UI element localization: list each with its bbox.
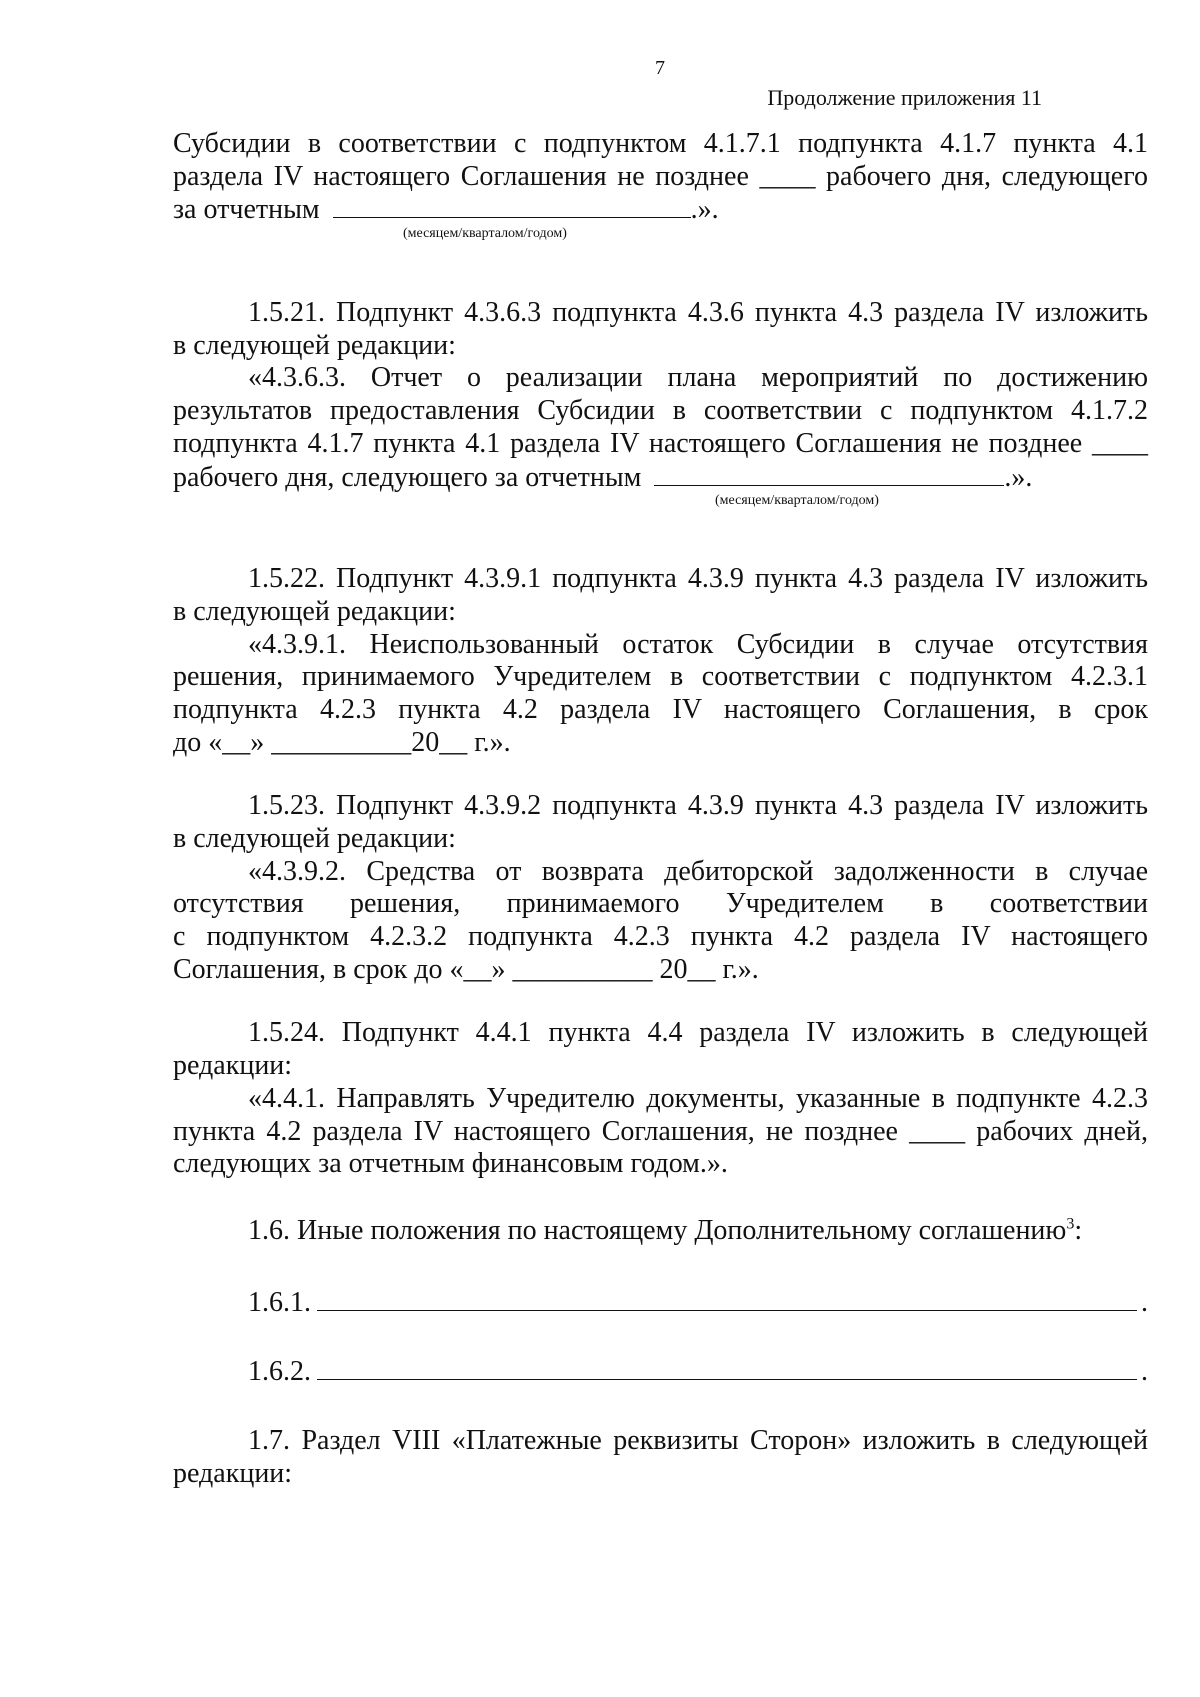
text-line: решения, принимаемого Учредителем в соответствии с подпунктом 4.2.3.1 [173,661,1148,693]
text-line: результатов предоставления Субсидии в соответствии с подпунктом 4.1.7.2 [173,395,1148,427]
text-line: редакции: [173,1457,293,1489]
fill-line [173,1286,1148,1319]
text-fragment: за отчетным [173,194,320,226]
section-heading: 1.5.22. Подпункт 4.3.9.1 подпункта 4.3.9 пункта 4.3 раздела IV изложить [248,563,1148,595]
blank-field [654,461,1004,486]
text-fragment: рабочего дня, следующего за отчетным [173,461,642,493]
text-line: «4.3.6.3. Отчет о реализации плана мероприятий по достижению [248,362,1148,394]
text-line: подпункта 4.1.7 пункта 4.1 раздела IV настоящего Соглашения не позднее ____ [173,427,1148,459]
text-line: в следующей редакции: [173,823,456,854]
document-body [173,128,1148,1490]
text-line: с подпунктом 4.2.3.2 подпункта 4.2.3 пункта 4.2 раздела IV настоящего [173,921,1148,953]
text-line: «4.3.9.1. Неиспользованный остаток Субсидии в случае отсутствия [248,628,1148,660]
text-fragment: .». [1004,461,1033,493]
text-line: «4.3.9.2. Средства от возврата дебиторской задолженности в случае [248,855,1148,887]
continuation-note: Продолжение приложения 11 [767,85,1042,110]
field-hint [173,493,1148,509]
text-line: до «__» __________20__ г.». [173,726,511,758]
item-label: 1.6.1. [248,1286,311,1318]
field-hint-text: (месяцем/кварталом/годом) [403,226,567,242]
text-line: следующих за отчетным финансовым годом.». [173,1148,728,1180]
text-line: раздела IV настоящего Соглашения не позднее ____ рабочего дня, следующего [173,160,1148,192]
blank-field [333,193,691,218]
fill-line [173,1355,1148,1388]
text-line: Соглашения, в срок до «__» __________ 20__ г.». [173,953,759,985]
footnote-marker: 3 [1066,1215,1075,1233]
text-line: «4.4.1. Направлять Учредителю документы, указанные в подпункте 4.2.3 [248,1082,1148,1114]
text-line: редакции: [173,1050,293,1082]
text-line: пункта 4.2 раздела IV настоящего Соглашения, не позднее ____ рабочих дней, [173,1115,1148,1147]
page-number: 7 [655,57,665,79]
blank-field [317,1355,1137,1380]
field-hint [173,226,1148,242]
text-fragment: 1.6. Иные положения по настоящему Дополнительному соглашению [248,1214,1067,1246]
section-heading: 1.5.24. Подпункт 4.4.1 пункта 4.4 раздела IV изложить в следующей [248,1017,1148,1049]
text-line: подпункта 4.2.3 пункта 4.2 раздела IV настоящего Соглашения, в срок [173,693,1148,725]
section-heading: 1.5.21. Подпункт 4.3.6.3 подпункта 4.3.6 пункта 4.3 раздела IV изложить [248,297,1148,329]
section-heading: 1.5.23. Подпункт 4.3.9.2 подпункта 4.3.9 пункта 4.3 раздела IV изложить [248,790,1148,822]
blank-field [317,1286,1137,1311]
text-line: Субсидии в соответствии с подпунктом 4.1.7.1 подпункта 4.1.7 пункта 4.1 [173,128,1148,159]
text-line [173,193,1148,226]
text-line: в следующей редакции: [173,595,456,627]
text-fragment: . [1141,1286,1148,1318]
field-hint-text: (месяцем/кварталом/годом) [715,493,879,509]
text-fragment: : [1074,1214,1083,1246]
item-label: 1.6.2. [248,1356,311,1388]
section-heading: 1.7. Раздел VIII «Платежные реквизиты Сторон» изложить в следующей [248,1424,1148,1456]
text-line [173,461,1148,494]
section-heading [173,1215,1148,1248]
text-fragment: . [1141,1356,1148,1388]
text-fragment: .». [690,194,719,226]
text-line: отсутствия решения, принимаемого Учредителем в соответствии [173,888,1148,920]
text-line: в следующей редакции: [173,329,456,361]
